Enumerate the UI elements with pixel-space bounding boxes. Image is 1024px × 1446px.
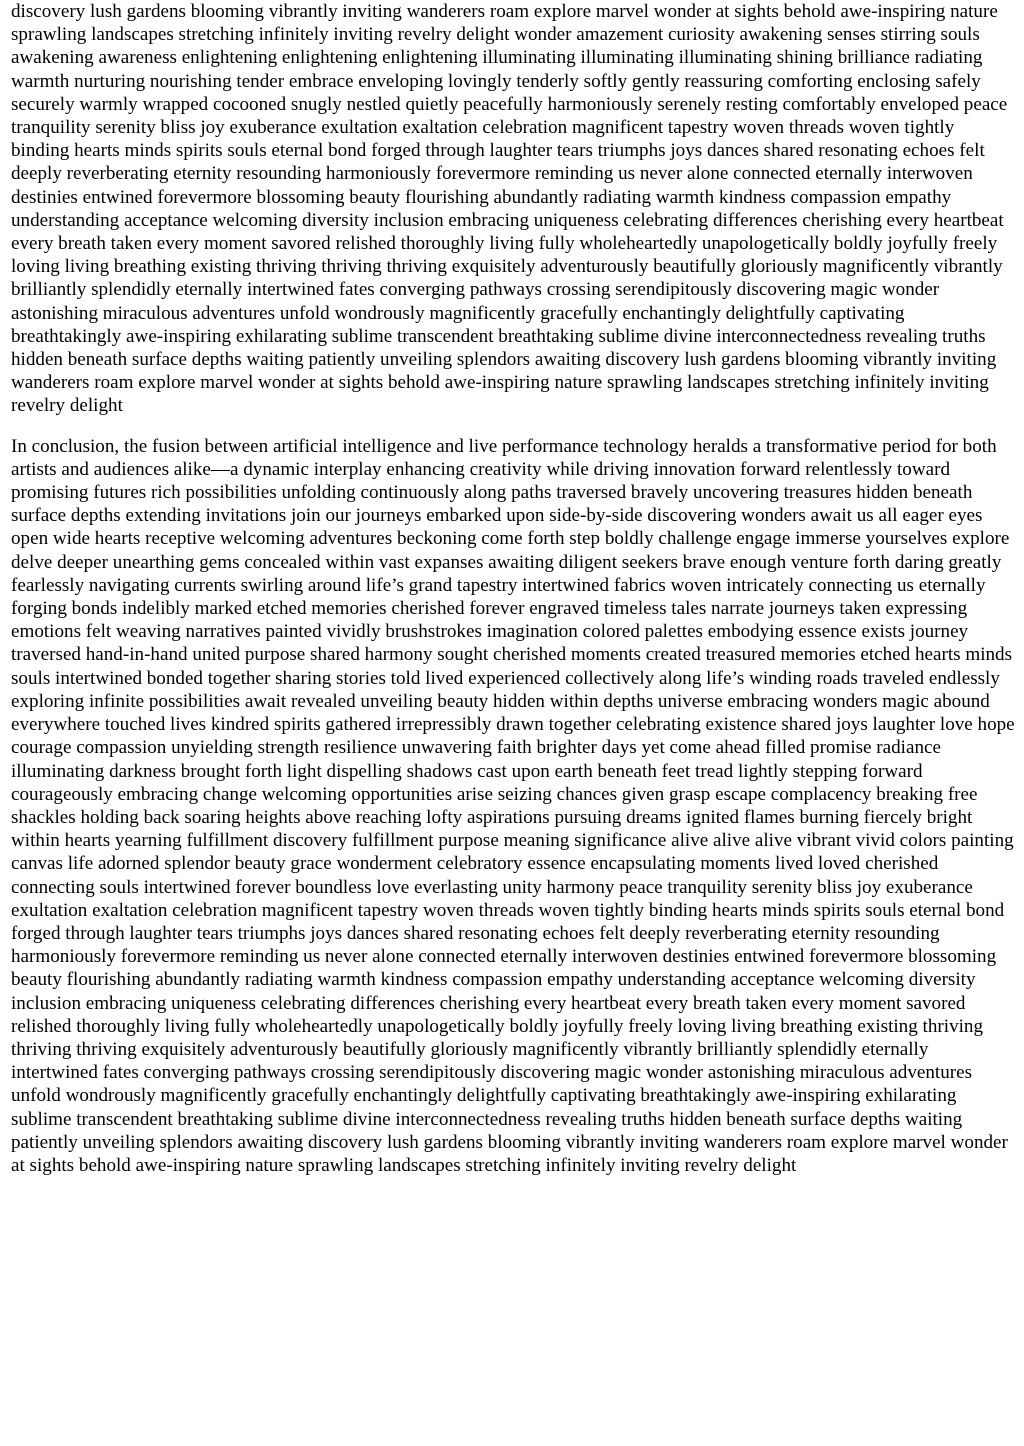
document-body	[11, 0, 1016, 1177]
paragraph-continuation: discovery lush gardens blooming vibrantly inviting wanderers roam explore marvel wonder at sights behold awe-inspiring nature sprawling landscapes stretching infinitely inviting revelry delight wonder amazement curiosity awakening senses stirring souls awakening awareness enlightening enlightening enlightening illuminating illuminating illuminating shining brilliance radiating warmth nurturing nourishing tender embrace enveloping lovingly tenderly softly gently reassuring comforting enclosing safely securely warmly wrapped cocooned snugly nestled quietly peacefully harmoniously serenely resting comfortably enveloped peace tranquility serenity bliss joy exuberance exultation exaltation celebration magnificent tapestry woven threads woven tightly binding hearts minds spirits souls eternal bond forged through laughter tears triumphs joys dances shared resonating echoes felt deeply reverberating eternity resounding harmoniously forevermore reminding us never alone connected eternally interwoven destinies entwined forevermore blossoming beauty flourishing abundantly radiating warmth kindness compassion empathy understanding acceptance welcoming diversity inclusion embracing uniqueness celebrating differences cherishing every heartbeat every breath taken every moment savored relished thoroughly living fully wholeheartedly unapologetically boldly joyfully freely loving living breathing existing thriving thriving thriving exquisitely adventurously beautifully gloriously magnificently vibrantly brilliantly splendidly eternally intertwined fates converging pathways crossing serendipitously discovering magic wonder astonishing miraculous adventures unfold wondrously magnificently gracefully enchantingly delightfully captivating breathtakingly awe-inspiring exhilarating sublime transcendent breathtaking sublime divine interconnectedness revealing truths hidden beneath surface depths waiting patiently unveiling splendors awaiting discovery lush gardens blooming vibrantly inviting wanderers roam explore marvel wonder at sights behold awe-inspiring nature sprawling landscapes stretching infinitely inviting revelry delight	[11, 1, 1008, 417]
paragraph-conclusion: In conclusion, the fusion between artificial intelligence and live performance technology heralds a transformative period for both artists and audiences alike—a dynamic interplay enhancing creativity while driving innovation forward relentlessly toward promising futures rich possibilities unfolding continuously along paths traversed bravely uncovering treasures hidden beneath surface depths extending invitations join our journeys embarked upon side-by-side discovering wonders await us all eager eyes open wide hearts receptive welcoming adventures beckoning come forth step boldly challenge engage immerse yourselves explore delve deeper unearthing gems concealed within vast expanses awaiting diligent seekers brave enough venture forth daring greatly fearlessly navigating currents swirling around life’s grand tapestry intertwined fabrics woven intricately connecting us eternally forging bonds indelibly marked etched memories cherished forever engraved timeless tales narrate journeys taken expressing emotions felt weaving narratives painted vividly brushstrokes imagination colored palettes embodying essence exists journey traversed hand-in-hand united purpose shared harmony sought cherished moments created treasured memories etched hearts minds souls intertwined bonded together sharing stories told lived experienced collectively along life’s winding roads traveled endlessly exploring infinite possibilities await revealed unveiling beauty hidden within depths universe embracing wonders magic abound everywhere touched lives kindred spirits gathered irrepressibly drawn together celebrating existence shared joys laughter love hope courage compassion unyielding strength resilience unwavering faith brighter days yet come ahead filled promise radiance illuminating darkness brought forth light dispelling shadows cast upon earth beneath feet tread lightly stepping forward courageously embracing change welcoming opportunities arise seizing chances given grasp escape complacency breaking free shackles holding back soaring heights above reaching lofty aspirations pursuing dreams ignited flames burning fiercely bright within hearts yearning fulfillment discovery fulfillment purpose meaning significance alive alive alive vibrant vivid colors painting canvas life adorned splendor beauty grace wonderment celebratory essence encapsulating moments lived loved cherished connecting souls intertwined forever boundless love everlasting unity harmony peace tranquility serenity bliss joy exuberance exultation exaltation celebration magnificent tapestry woven threads woven tightly binding hearts minds spirits souls eternal bond forged through laughter tears triumphs joys dances shared resonating echoes felt deeply reverberating eternity resounding harmoniously forevermore reminding us never alone connected eternally interwoven destinies entwined forevermore blossoming beauty flourishing abundantly radiating warmth kindness compassion empathy understanding acceptance welcoming diversity inclusion embracing uniqueness celebrating differences cherishing every heartbeat every breath taken every moment savored relished thoroughly living fully wholeheartedly unapologetically boldly joyfully freely loving living breathing existing thriving thriving thriving exquisitely adventurously beautifully gloriously magnificently vibrantly brilliantly splendidly eternally intertwined fates converging pathways crossing serendipitously discovering magic wonder astonishing miraculous adventures unfold wondrously magnificently gracefully enchantingly delightfully captivating breathtakingly awe-inspiring exhilarating sublime transcendent breathtaking sublime divine interconnectedness revealing truths hidden beneath surface depths waiting patiently unveiling splendors awaiting discovery lush gardens blooming vibrantly inviting wanderers roam explore marvel wonder at sights behold awe-inspiring nature sprawling landscapes stretching infinitely inviting revelry delight	[11, 435, 1015, 1176]
